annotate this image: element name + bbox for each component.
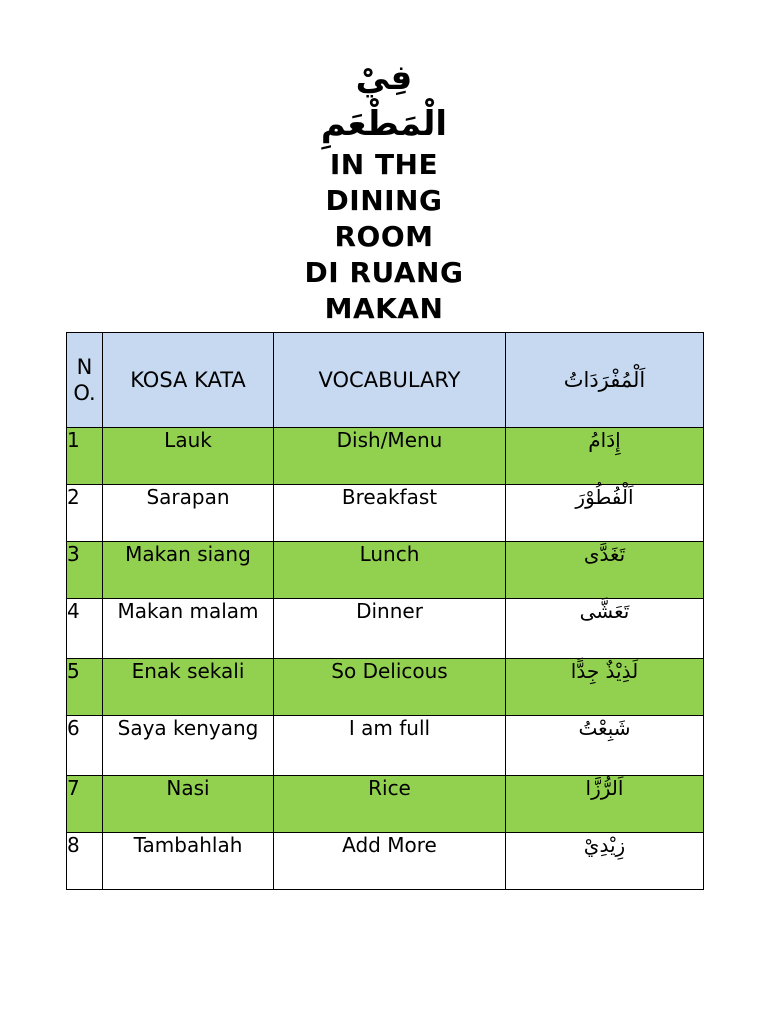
- row-number: 5: [67, 659, 103, 716]
- row-kosa-kata: Enak sekali: [103, 659, 274, 716]
- table-row: [67, 599, 704, 659]
- row-number: 2: [67, 485, 103, 542]
- page-title: [0, 55, 768, 327]
- row-number: 4: [67, 599, 103, 659]
- row-kosa-kata: Nasi: [103, 776, 274, 833]
- row-arabic: زِيْدِيْ: [506, 833, 704, 890]
- row-number: 7: [67, 776, 103, 833]
- header-kosa-kata: KOSA KATA: [103, 333, 274, 428]
- table-row: [67, 659, 704, 716]
- row-number: 1: [67, 428, 103, 485]
- table-row: [67, 428, 704, 485]
- row-kosa-kata: Lauk: [103, 428, 274, 485]
- row-arabic: لَذِيْذٌ جِدًّا: [506, 659, 704, 716]
- row-number: 8: [67, 833, 103, 890]
- table-row: [67, 542, 704, 599]
- table-row: [67, 833, 704, 890]
- english-title-line: DI RUANG: [304, 256, 464, 289]
- row-vocabulary: Breakfast: [274, 485, 506, 542]
- row-kosa-kata: Makan malam: [103, 599, 274, 659]
- row-arabic: شَبِعْتُ: [506, 716, 704, 776]
- arabic-title-line-2: الْمَطْعَمِ: [320, 104, 448, 144]
- row-kosa-kata: Saya kenyang: [103, 716, 274, 776]
- header-no: NO.: [67, 333, 103, 428]
- header-arabic: اَلْمُفْرَدَاتُ: [506, 333, 704, 428]
- english-title-line: ROOM: [334, 220, 434, 253]
- row-number: 6: [67, 716, 103, 776]
- row-vocabulary: Dinner: [274, 599, 506, 659]
- row-vocabulary: I am full: [274, 716, 506, 776]
- table-row: [67, 716, 704, 776]
- row-vocabulary: Rice: [274, 776, 506, 833]
- row-arabic: اَلْفُطُوْرَ: [506, 485, 704, 542]
- table-row: [67, 776, 704, 833]
- row-arabic: تَغَدَّى: [506, 542, 704, 599]
- row-kosa-kata: Tambahlah: [103, 833, 274, 890]
- row-vocabulary: Add More: [274, 833, 506, 890]
- english-title-line: IN THE: [329, 148, 439, 181]
- english-title-line: MAKAN: [324, 292, 444, 325]
- arabic-title-line-1: فِيْ: [355, 58, 413, 98]
- row-vocabulary: So Delicous: [274, 659, 506, 716]
- english-title-line: DINING: [325, 184, 443, 217]
- row-arabic: إِدَامُ: [506, 428, 704, 485]
- row-kosa-kata: Makan siang: [103, 542, 274, 599]
- row-arabic: تَعَشَّى: [506, 599, 704, 659]
- row-vocabulary: Lunch: [274, 542, 506, 599]
- row-arabic: اَلرُّزَّا: [506, 776, 704, 833]
- row-vocabulary: Dish/Menu: [274, 428, 506, 485]
- header-vocabulary: VOCABULARY: [274, 333, 506, 428]
- row-kosa-kata: Sarapan: [103, 485, 274, 542]
- row-number: 3: [67, 542, 103, 599]
- table-header-row: [67, 333, 704, 428]
- table-row: [67, 485, 704, 542]
- vocabulary-table: [66, 332, 704, 890]
